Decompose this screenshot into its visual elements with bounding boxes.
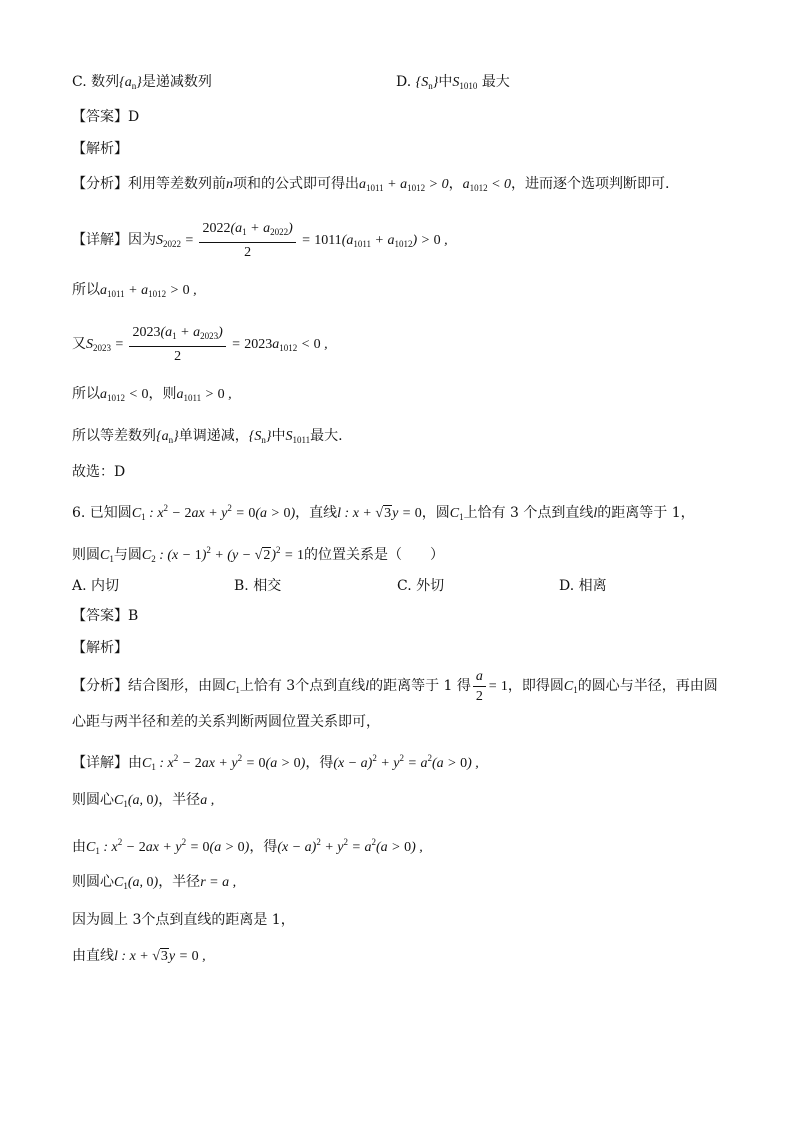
math-line: 又$S_{2023}$ = $\frac{2023(a_1 + a_{2023})}{2}$ = $2023a_{1012} < 0$ ,	[72, 324, 328, 364]
option-a: A. 内切	[72, 578, 120, 594]
fenxi-line: 【分析】结合图形，由圆$C_1$上恰有 3个点到直线l的距离等于 1 得 $\frac{a}{2}$ = 1，即得圆$C_1$的圆心与半径，再由圆	[72, 668, 718, 704]
math-line: 所以$a_{1011} + a_{1012} > 0$ ,	[72, 282, 197, 299]
question-6-line2: 则圆$C_1$与圆$C_2$ : $(x - 1)^2 + (y - √2)^2 = 1$的位置关系是（ ）	[72, 545, 444, 564]
analysis-heading: 【解析】	[72, 640, 128, 656]
question-6: 6. 已知圆$C_1$ : $x^2 - 2ax + y^2 = 0(a > 0)$，直线l : x + √3y = 0，圆$C_1$上恰有 3 个点到直线l的距离等于 1，	[72, 503, 695, 522]
answer-line: 【答案】D	[72, 109, 140, 125]
option-c: C. 外切	[397, 578, 445, 594]
math-line: 所以$a_{1012} < 0$，则$a_{1011} > 0$ ,	[72, 386, 232, 403]
fraction-s2023: $\frac{2023(a_1 + a_{2023})}{2}$	[129, 323, 225, 366]
answer-line: 【答案】B	[72, 608, 139, 624]
option-c: C. 数列$\{a_n\}$是递减数列	[72, 74, 212, 91]
text-line: 因为圆上 3个点到直线的距离是 1，	[72, 912, 295, 928]
fenxi-line: 【分析】利用等差数列前n项和的公式即可得出$a_{1011} + a_{1012} > 0$，$a_{1012} < 0$，进而逐个选项判断即可.	[72, 176, 670, 193]
math-line: 则圆心$C_1(a$, 0)，半径a ,	[72, 792, 215, 809]
fraction-s2022: $\frac{2022(a_1 + a_{2022})}{2}$	[199, 219, 295, 262]
option-d: D. 相离	[559, 578, 607, 594]
option-d: D. $\{S_n\}$中$S_{1010}$ 最大	[396, 74, 510, 91]
xiangjie-line: 【详解】由$C_1$ : $x^2 - 2ax + y^2 = 0(a > 0)$，得$(x - a)^2 + y^2 = a^2(a > 0)$ ,	[72, 753, 479, 772]
option-b: B. 相交	[234, 578, 282, 594]
math-line: 由直线l : x + √3y = 0 ,	[72, 948, 206, 964]
analysis-heading: 【解析】	[72, 141, 128, 157]
fraction-a-half: $\frac{a}{2}$	[473, 667, 486, 706]
math-line: 则圆心$C_1(a$, 0)，半径r = a ,	[72, 874, 237, 891]
xiangjie-line: 【详解】因为$S_{2022}$ = $\frac{2022(a_1 + a_{2022})}{2}$ = $1011(a_{1011} + a_{1012}) > 0$ ,	[72, 220, 448, 260]
math-line: 由$C_1$ : $x^2 - 2ax + y^2 = 0(a > 0)$，得$(x - a)^2 + y^2 = a^2(a > 0)$ ,	[72, 837, 423, 856]
fenxi-line2: 心距与两半径和差的关系判断两圆位置关系即可，	[72, 714, 380, 730]
math-line: 所以等差数列$\{a_n\}$单调递减，$\{S_n\}$中$S_{1011}$最大.	[72, 428, 343, 445]
choice-line: 故选：D	[72, 464, 126, 480]
